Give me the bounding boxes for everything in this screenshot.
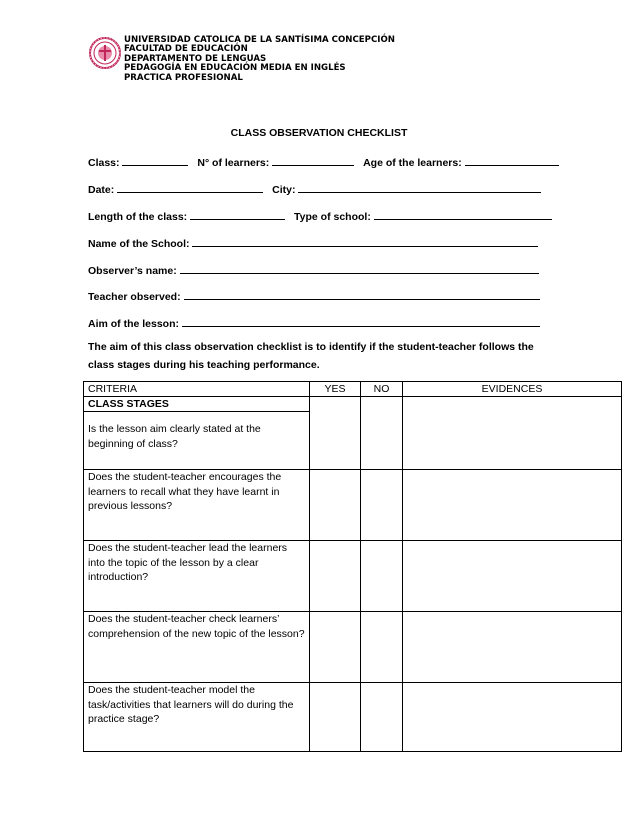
lesson-aim-label: Aim of the lesson:: [88, 318, 180, 330]
institution-line: DEPARTAMENTO DE LENGUAS: [124, 53, 267, 64]
length-label: Length of the class:: [88, 211, 188, 223]
teacher-blank[interactable]: [184, 288, 540, 300]
class-label: Class:: [88, 157, 120, 169]
age-blank[interactable]: [465, 154, 559, 166]
document-title: CLASS OBSERVATION CHECKLIST: [230, 127, 408, 139]
criteria-question: Does the student-teacher check learners’ comprehension of the new topic of the lesson?: [84, 612, 310, 683]
table-row: [84, 541, 622, 612]
table-row: [84, 470, 622, 541]
field-row-aim: [88, 315, 540, 330]
learners-label: N° of learners:: [197, 157, 270, 169]
class-blank[interactable]: [122, 154, 188, 166]
field-row-school: [88, 235, 538, 250]
date-blank[interactable]: [117, 181, 263, 193]
institution-line: PEDAGOGÍA EN EDUCACIÓN MEDIA EN INGLÉS: [124, 63, 346, 74]
field-row-observer: [88, 262, 539, 277]
yes-cell[interactable]: [310, 470, 361, 541]
institution-text: [124, 36, 395, 83]
yes-header: YES: [310, 382, 361, 397]
observer-blank[interactable]: [180, 262, 539, 274]
criteria-question: Does the student-teacher encourages the learners to recall what they have learnt in previous lessons?: [84, 470, 310, 541]
school-name-label: Name of the School:: [88, 238, 190, 250]
criteria-question: Does the student-teacher model the task/activities that learners will do during the practice stage?: [84, 683, 310, 752]
criteria-header: CRITERIA: [84, 382, 310, 397]
criteria-question: Does the student-teacher lead the learners into the topic of the lesson by a clear introduction?: [84, 541, 310, 612]
date-label: Date:: [88, 184, 115, 196]
school-type-label: Type of school:: [294, 211, 371, 223]
no-cell[interactable]: [361, 541, 403, 612]
no-cell[interactable]: [361, 612, 403, 683]
yes-cell[interactable]: [310, 541, 361, 612]
table-header-row: [84, 382, 622, 397]
criteria-cell: [84, 397, 310, 470]
table-row: [84, 683, 622, 752]
institution-line: UNIVERSIDAD CATOLICA DE LA SANTÍSIMA CONCEPCIÓN: [124, 35, 395, 45]
evidences-header: EVIDENCES: [403, 382, 622, 397]
evidence-cell[interactable]: [403, 683, 622, 752]
evidence-cell[interactable]: [403, 612, 622, 683]
no-cell[interactable]: [361, 683, 403, 752]
institution-line: FACULTAD DE EDUCACIÓN: [124, 44, 248, 55]
table-row: [84, 612, 622, 683]
field-row-class: [88, 154, 559, 169]
evidence-cell[interactable]: [403, 541, 622, 612]
field-row-length: [88, 208, 552, 223]
school-type-blank[interactable]: [374, 208, 552, 220]
field-row-teacher: [88, 288, 540, 303]
city-blank[interactable]: [298, 181, 541, 193]
lesson-aim-blank[interactable]: [182, 315, 540, 327]
evidence-cell[interactable]: [403, 470, 622, 541]
class-stages-heading: CLASS STAGES: [84, 397, 309, 412]
table-row: [84, 397, 622, 470]
field-row-date: [88, 181, 541, 196]
checklist-aim-paragraph: The aim of this class observation checklist is to identify if the student-teacher follows the class stages during his teaching performance.: [88, 341, 534, 371]
length-blank[interactable]: [190, 208, 285, 220]
yes-cell[interactable]: [310, 683, 361, 752]
teacher-label: Teacher observed:: [88, 291, 181, 303]
observer-label: Observer’s name:: [88, 265, 177, 277]
criteria-question: Is the lesson aim clearly stated at the beginning of class?: [88, 423, 261, 450]
no-cell[interactable]: [361, 470, 403, 541]
yes-cell[interactable]: [310, 397, 361, 470]
age-label: Age of the learners:: [363, 157, 462, 169]
yes-cell[interactable]: [310, 612, 361, 683]
no-header: NO: [361, 382, 403, 397]
school-name-blank[interactable]: [192, 235, 538, 247]
university-seal-icon: [88, 36, 122, 70]
no-cell[interactable]: [361, 397, 403, 470]
evidence-cell[interactable]: [403, 397, 622, 470]
learners-blank[interactable]: [272, 154, 354, 166]
city-label: City:: [272, 184, 296, 196]
criteria-table: [83, 381, 622, 752]
institution-line: PRACTICA PROFESIONAL: [124, 72, 243, 83]
